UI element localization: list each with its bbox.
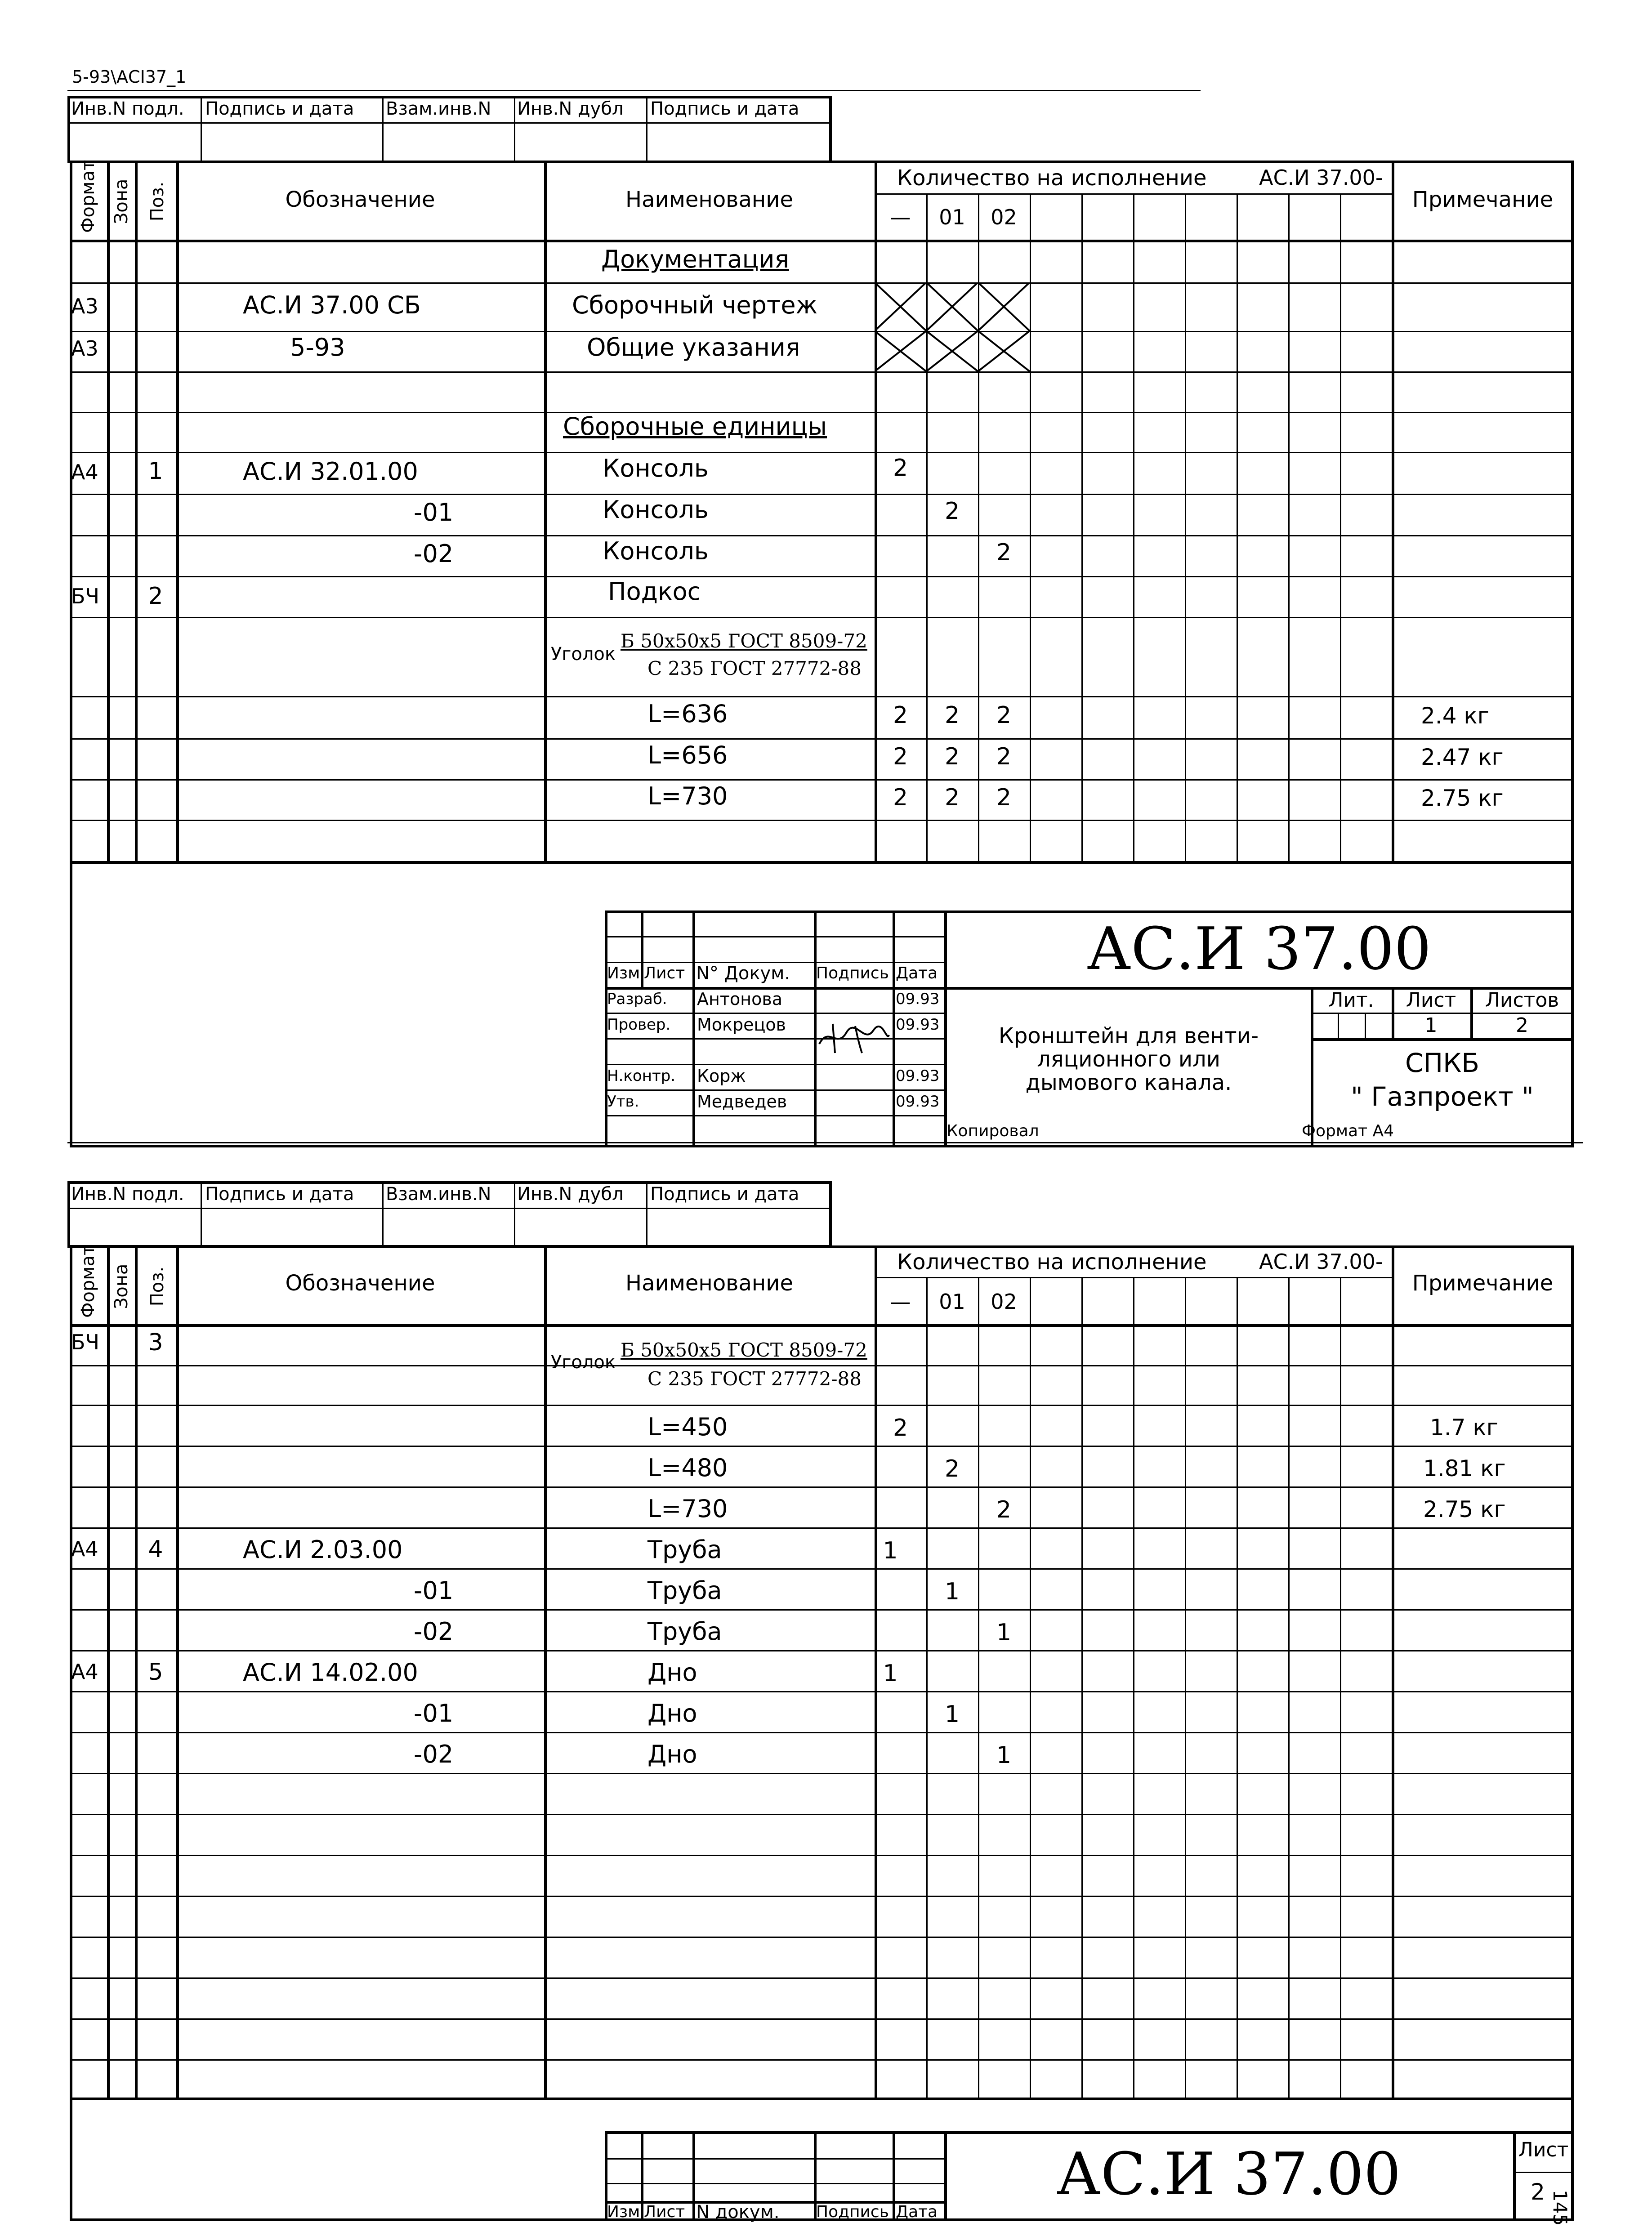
cell-designation: -02 (414, 540, 454, 568)
tb-role: Провер. (607, 1016, 671, 1034)
cell-designation: АС.И 37.00 СБ (243, 291, 421, 319)
cell-designation: АС.И 2.03.00 (243, 1535, 403, 1564)
angle-label: Уголок (551, 644, 616, 665)
signature-image (815, 1017, 891, 1058)
cell-qty: 2 (996, 1496, 1012, 1523)
header-format: Формат (78, 160, 98, 233)
cell-qty: 2 (893, 743, 908, 770)
stamp-inv-dubl: Инв.N дубл (517, 98, 624, 119)
tb-sheets-no: 2 (1516, 1014, 1528, 1037)
stamp-inv-dubl: Инв.N дубл (517, 1184, 624, 1205)
cell-qty: 2 (996, 702, 1012, 729)
cell-qty: 2 (893, 1415, 908, 1442)
section-assemblies: Сборочные единицы (563, 412, 827, 441)
cell-designation: -01 (414, 1699, 454, 1727)
stamp-inv-podl: Инв.N подл. (71, 1184, 184, 1205)
cell-qty: 2 (944, 1455, 960, 1482)
header-name: Наименование (625, 187, 793, 212)
tb-role: Разраб. (607, 990, 667, 1008)
cell-qty: 2 (893, 702, 908, 729)
format-label: Формат А4 (1302, 1122, 1394, 1140)
copied-label: Копировал (947, 1122, 1039, 1140)
cell-name: Труба (647, 1576, 722, 1605)
cell-name: Подкос (608, 577, 701, 606)
cell-qty: 2 (944, 498, 960, 525)
tb-col-date: Дата (896, 964, 938, 982)
cell-qty: 2 (996, 539, 1012, 566)
header-qty-ref: АС.И 37.00- (1259, 1250, 1383, 1274)
header-qty-title: Количество на исполнение (897, 165, 1207, 191)
header-pos: Поз. (147, 1266, 168, 1307)
angle-steel: С 235 ГОСТ 27772-88 (647, 657, 862, 679)
cell-qty: 1 (996, 1619, 1012, 1646)
cell-name: Дно (647, 1658, 697, 1687)
cell-format: А3 (71, 336, 98, 361)
org-name-2: " Газпроект " (1351, 1081, 1534, 1112)
cell-name: Дно (647, 1699, 697, 1727)
angle-steel: С 235 ГОСТ 27772-88 (647, 1368, 862, 1390)
cell-name: Консоль (603, 495, 709, 524)
tb-col-sign: Подпись (816, 2203, 889, 2221)
side-page-number: 145 (1549, 2190, 1571, 2226)
tb-role: Н.контр. (607, 1067, 676, 1085)
cell-note: 2.47 кг (1421, 744, 1504, 770)
cell-name: Сборочный чертеж (572, 291, 818, 319)
stamp-vzam-inv: Взам.инв.N (386, 1184, 491, 1205)
header-note: Примечание (1412, 187, 1554, 212)
tb-person: Корж (697, 1066, 746, 1086)
angle-profile: Б 50x50x5 ГОСТ 8509-72 (621, 1339, 867, 1361)
cell-name: L=636 (647, 700, 728, 728)
cell-name: L=480 (647, 1454, 728, 1482)
header-format: Формат (78, 1245, 98, 1318)
cell-designation: 5-93 (290, 333, 345, 362)
cell-designation: АС.И 14.02.00 (243, 1658, 418, 1687)
cell-designation: -01 (414, 1576, 454, 1605)
cell-qty: 2 (944, 743, 960, 770)
cell-qty: 2 (996, 743, 1012, 770)
cell-pos: 5 (148, 1659, 163, 1686)
header-pos: Поз. (147, 181, 168, 222)
stamp-sign-date-2: Подпись и дата (650, 98, 799, 119)
cell-name: L=450 (647, 1413, 728, 1441)
org-name: СПКБ (1405, 1048, 1480, 1078)
tb-sheet: Лист (1406, 989, 1456, 1012)
header-variant-01: 01 (939, 1290, 965, 1314)
tb-col-list: Лист (644, 2203, 685, 2221)
header-designation: Обозначение (285, 1271, 435, 1296)
tb-sheet-no: 2 (1531, 2179, 1545, 2205)
cell-qty: 1 (944, 1701, 960, 1728)
header-qty-ref: АС.И 37.00- (1259, 165, 1383, 190)
tb-col-doc: N° Докум. (696, 963, 790, 984)
cell-name: L=730 (647, 782, 728, 810)
cell-note: 1.81 кг (1423, 1455, 1506, 1482)
cell-name: Консоль (603, 454, 709, 482)
tb-date: 09.93 (896, 1016, 940, 1034)
tb-date: 09.93 (896, 1067, 940, 1085)
header-qty-title: Количество на исполнение (897, 1250, 1207, 1275)
doc-code: АС.И 37.00 (1056, 2140, 1401, 2208)
tb-col-doc: N докум. (696, 2202, 780, 2223)
tb-sheet: Лист (1518, 2138, 1569, 2161)
doc-code: АС.И 37.00 (1086, 915, 1432, 983)
tb-sheet-no: 1 (1424, 1014, 1438, 1037)
cell-name: Дно (647, 1740, 697, 1768)
cell-qty: 2 (944, 784, 960, 811)
cell-designation: -02 (414, 1617, 454, 1646)
cell-format: А3 (71, 294, 98, 318)
tb-col-date: Дата (896, 2203, 938, 2221)
cell-note: 2.4 кг (1421, 703, 1489, 729)
tb-role: Утв. (607, 1093, 639, 1111)
tb-lit: Лит. (1328, 989, 1374, 1012)
tb-col-list: Лист (644, 964, 685, 982)
cell-qty: 2 (893, 784, 908, 811)
cell-designation: -02 (414, 1740, 454, 1768)
angle-label: Уголок (551, 1352, 616, 1373)
cell-designation: -01 (414, 498, 454, 527)
cell-designation: АС.И 32.01.00 (243, 457, 418, 486)
cell-pos: 2 (148, 583, 163, 610)
cell-name: L=656 (647, 741, 728, 769)
cell-qty: 1 (944, 1578, 960, 1605)
cell-format: А4 (71, 460, 98, 484)
cell-qty: 1 (883, 1537, 898, 1564)
cell-pos: 3 (148, 1329, 163, 1356)
tb-col-izm: Изм. (607, 2203, 645, 2221)
file-reference: 5-93\АСI37_1 (72, 67, 187, 87)
tb-date: 09.93 (896, 1093, 940, 1111)
stamp-sign-date-2: Подпись и дата (650, 1184, 799, 1205)
tb-col-sign: Подпись (816, 964, 889, 982)
cell-note: 2.75 кг (1423, 1496, 1506, 1522)
header-variant-base: — (890, 205, 911, 229)
doc-title-line: Кронштейн для венти- (998, 1023, 1259, 1049)
header-variant-02: 02 (991, 205, 1017, 229)
cell-name: Консоль (603, 537, 709, 565)
tb-sheets: Листов (1485, 989, 1559, 1012)
tb-person: Мокрецов (697, 1015, 786, 1035)
cell-qty: 2 (996, 784, 1012, 811)
cell-note: 2.75 кг (1421, 785, 1504, 811)
cell-name: Труба (647, 1617, 722, 1646)
tb-person: Медведев (697, 1092, 787, 1111)
header-variant-base: — (890, 1290, 911, 1314)
cell-qty: 1 (883, 1660, 898, 1687)
spec-table-frame-2 (70, 1245, 1574, 2221)
cell-qty: 2 (893, 455, 908, 482)
header-note: Примечание (1412, 1271, 1554, 1296)
cell-note: 1.7 кг (1430, 1415, 1498, 1441)
tb-col-izm: Изм. (607, 964, 645, 982)
cell-format: БЧ (71, 584, 100, 608)
stamp-sign-date: Подпись и дата (205, 1184, 354, 1205)
header-variant-01: 01 (939, 205, 965, 229)
header-designation: Обозначение (285, 187, 435, 212)
header-zone: Зона (111, 179, 132, 224)
cell-qty: 2 (944, 702, 960, 729)
doc-title-line: ляционного или (1037, 1047, 1220, 1072)
section-docs: Документация (601, 245, 789, 273)
header-name: Наименование (625, 1271, 793, 1296)
cell-pos: 4 (148, 1536, 163, 1563)
cell-name: Общие указания (587, 333, 800, 362)
angle-profile: Б 50x50x5 ГОСТ 8509-72 (621, 630, 867, 652)
cell-format: А4 (71, 1660, 98, 1684)
cell-name: L=730 (647, 1495, 728, 1523)
cell-format: БЧ (71, 1330, 100, 1354)
stamp-vzam-inv: Взам.инв.N (386, 98, 491, 119)
tb-person: Антонова (697, 989, 782, 1009)
crossed-cells (875, 282, 1030, 371)
cell-format: А4 (71, 1537, 98, 1561)
header-variant-02: 02 (991, 1290, 1017, 1314)
tb-date: 09.93 (896, 990, 940, 1008)
doc-title-line: дымового канала. (1025, 1070, 1232, 1095)
header-zone: Зона (111, 1263, 132, 1309)
cell-name: Труба (647, 1535, 722, 1564)
cell-qty: 1 (996, 1742, 1012, 1769)
cell-pos: 1 (148, 458, 163, 485)
stamp-inv-podl: Инв.N подл. (71, 98, 184, 119)
stamp-sign-date: Подпись и дата (205, 98, 354, 119)
